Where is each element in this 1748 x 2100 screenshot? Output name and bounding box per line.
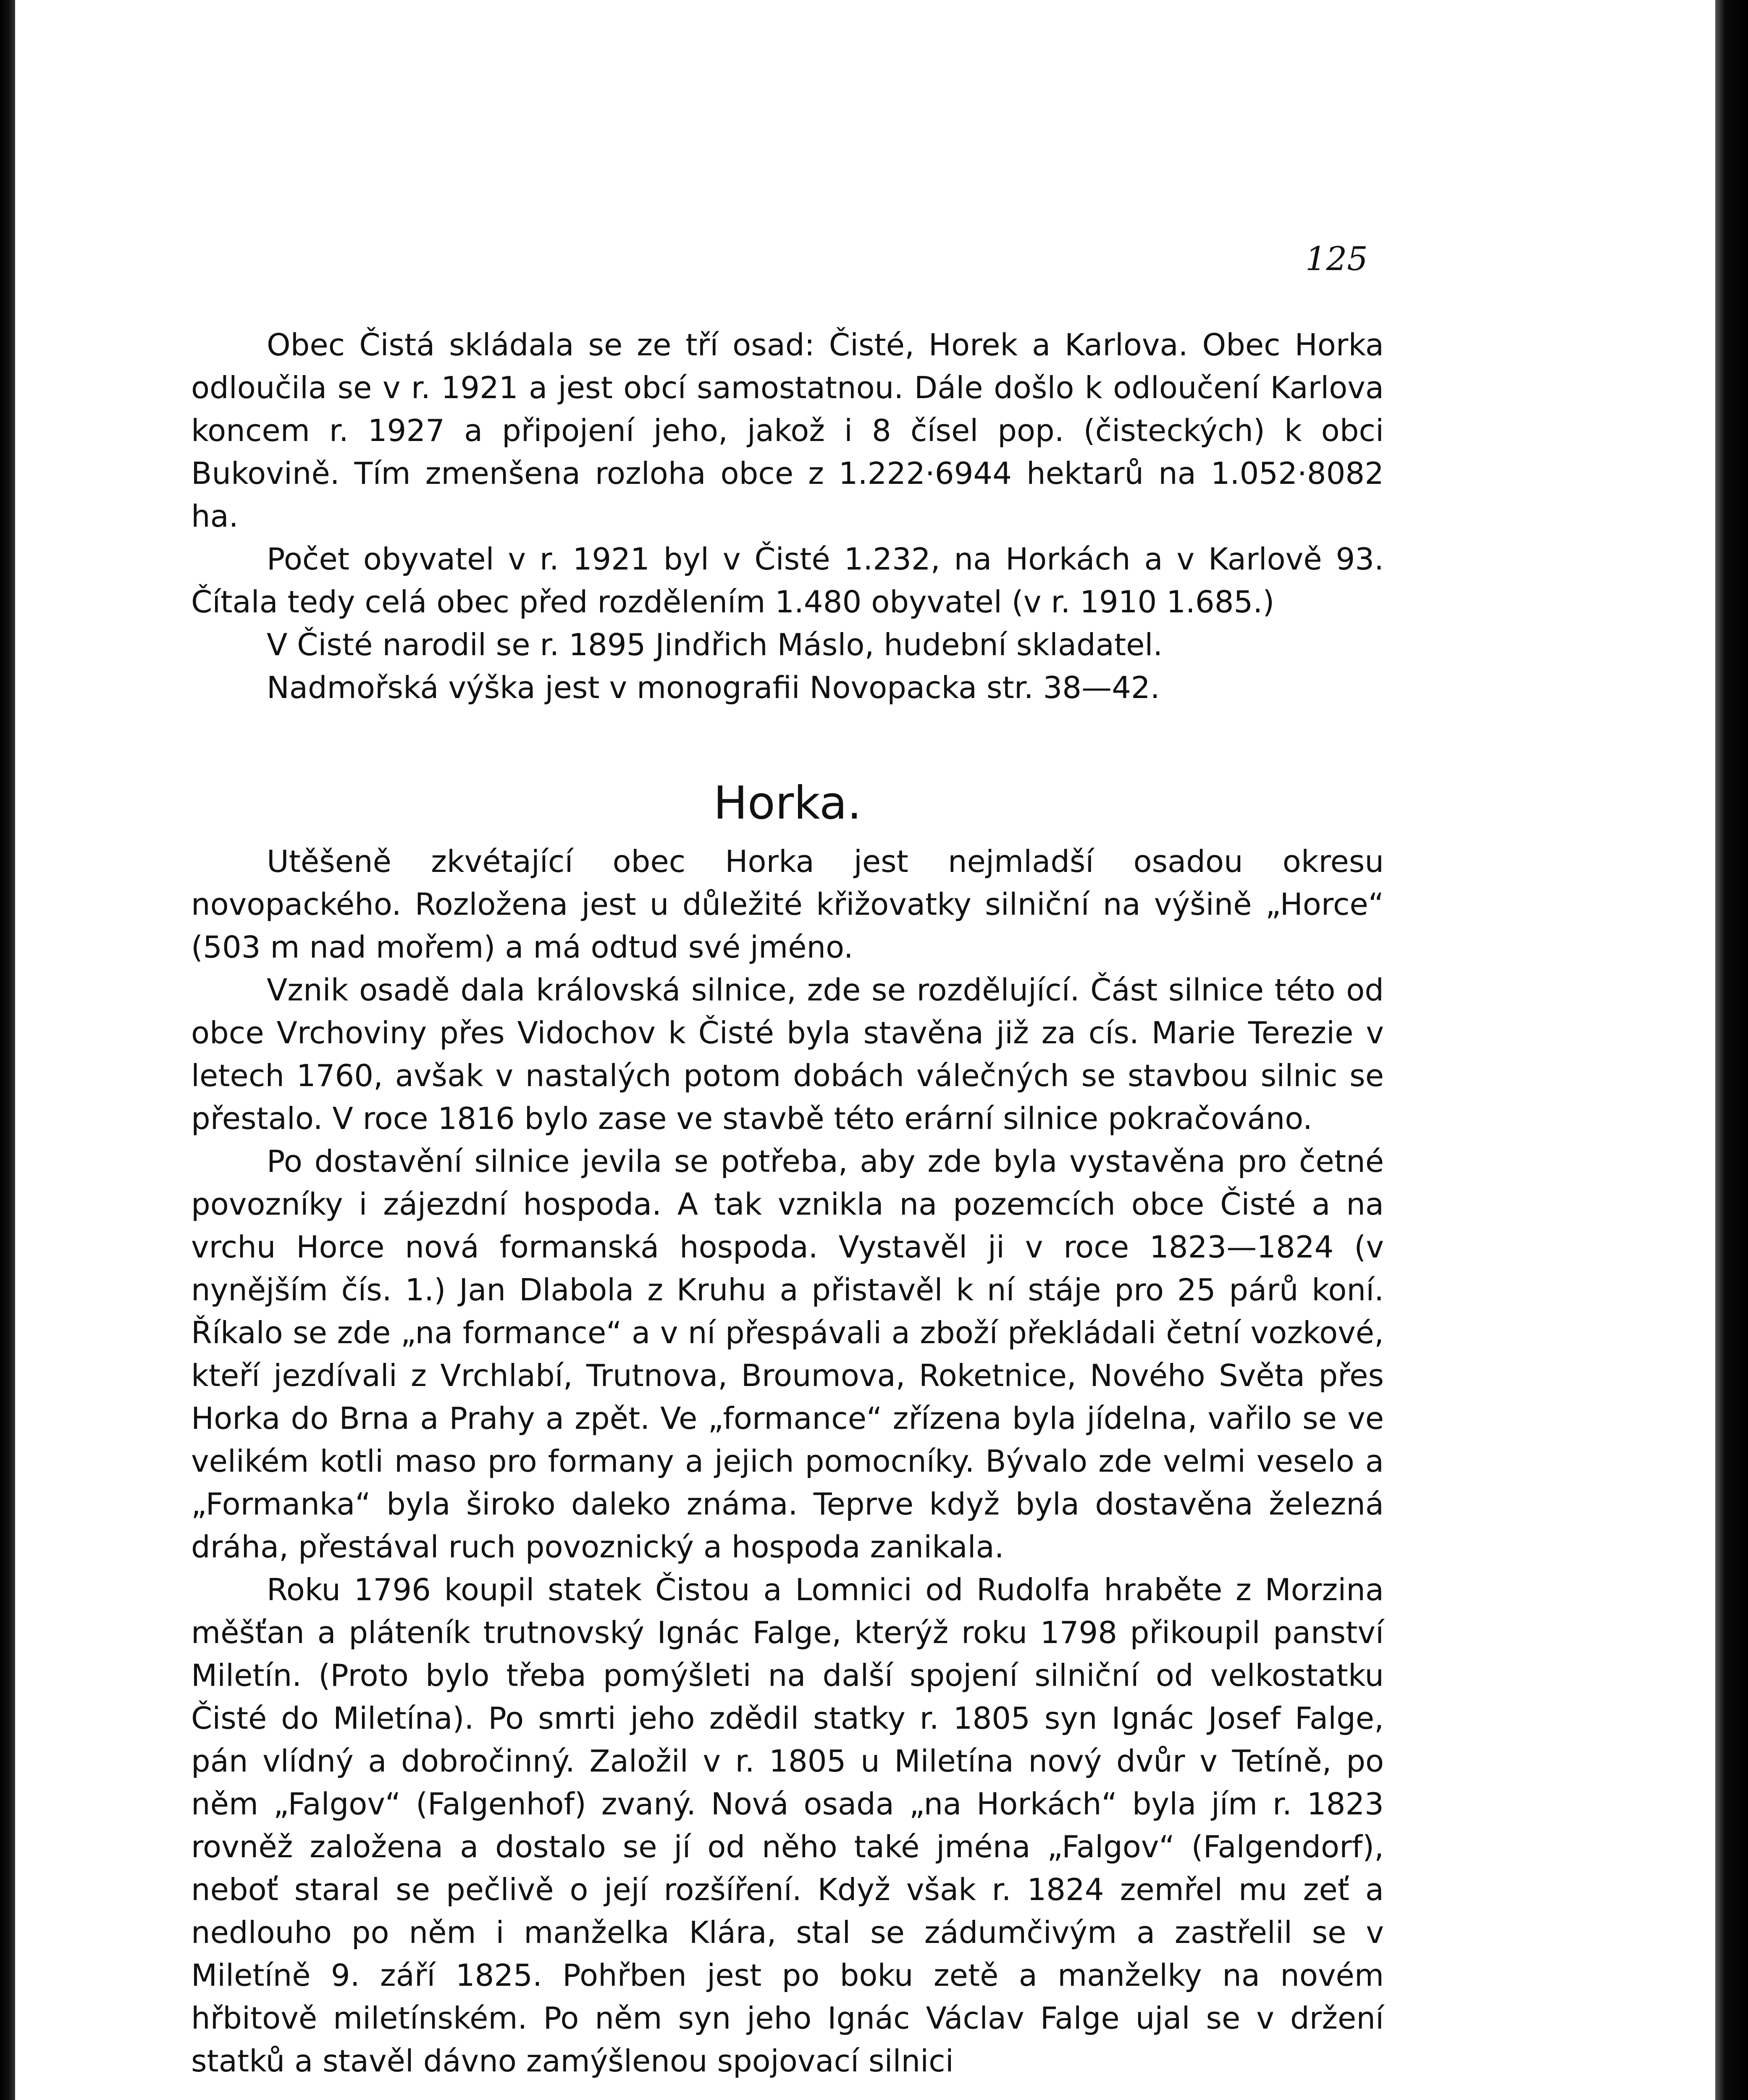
section-heading-horka: Horka. [713,777,862,830]
scan-edge-left [0,0,15,2100]
paragraph-horka-4: Roku 1796 koupil statek Čistou a Lomnici od Rudolfa hraběte z Morzina měšťan a pláteník trutnovský Ignác Falge, kterýž roku 1798 přikoupil panství Miletín. (Proto bylo třeba pomýšleti na další spojení silniční od velkostatku Čisté do Miletína). Po smrti jeho zdědil statky r. 1805 syn Ignác Josef Falge, pán vlídný a dobročinný. Založil v r. 1805 u Miletína nový dvůr v Tetíně, po něm „Falgov“ (Falgenhof) zvaný. Nová osada „na Horkách“ byla jím r. 1823 rovněž založena a dostalo se jí od něho také jména „Falgov“ (Falgendorf), neboť staral se pečlivě o její rozšíření. Když však r. 1824 zemřel mu zeť a nedlouho po něm i manželka Klára, stal se zádumčivým a zastřelil se v Miletíně 9. září 1825. Pohřben jest po boku zetě a manželky na novém hřbitově miletínském. Po něm syn jeho Ignác Václav Falge ujal se v držení statků a stavěl dávno zamýšlenou spojovací silnici [191,1572,1384,2079]
scan-edge-right [1715,0,1748,2100]
paragraph-intro-1: Obec Čistá skládala se ze tří osad: Čisté, Horek a Karlova. Obec Horka odloučila se v r. 1921 a jest obcí samostatnou. Dále došlo k odloučení Karlova koncem r. 1927 a připojení jeho, jakož i 8 čísel pop. (čisteckých) k obci Bukovině. Tím zmenšena rozloha obce z 1.222·6944 hektarů na 1.052·8082 ha. [191,327,1384,534]
paragraph-horka-1: Utěšeně zkvétající obec Horka jest nejmladší osadou okresu novopackého. Rozložena jest u důležité křižovatky silniční na výšině „Horce“ (503 m nad mořem) a má odtud své jméno. [191,844,1384,965]
paragraph-horka-3: Po dostavění silnice jevila se potřeba, aby zde byla vystavěna pro četné povozníky i zájezdní hospoda. A tak vznikla na pozemcích obce Čisté a na vrchu Horce nová formanská hospoda. Vystavěl ji v roce 1823—1824 (v nynějším čís. 1.) Jan Dlabola z Kruhu a přistavěl k ní stáje pro 25 párů koní. Říkalo se zde „na formance“ a v ní přespávali a zboží překládali četní vozkové, kteří jezdívali z Vrchlabí, Trutnova, Broumova, Roketnice, Nového Světa přes Horka do Brna a Prahy a zpět. Ve „formance“ zřízena byla jídelna, vařilo se ve velikém kotli maso pro formany a jejich pomocníky. Bývalo zde velmi veselo a „Formanka“ byla široko daleko známa. Teprve když byla dostavěna železná dráha, přestával ruch povoznický a hospoda zanikala. [191,1144,1384,1564]
paragraph-intro-3: V Čisté narodil se r. 1895 Jindřich Máslo, hudební skladatel. [267,627,1163,662]
page-number: 125 [1305,240,1368,278]
paragraph-intro-2: Počet obyvatel v r. 1921 byl v Čisté 1.232, na Horkách a v Karlově 93. Čítala tedy celá obec před rozdělením 1.480 obyvatel (v r. 1910 1.685.) [191,541,1384,620]
paragraph-intro-4: Nadmořská výška jest v monografii Novopacka str. 38—42. [267,670,1160,705]
paragraph-horka-2: Vznik osadě dala královská silnice, zde se rozdělující. Část silnice této od obce Vrchoviny přes Vidochov k Čisté byla stavěna již za cís. Marie Terezie v letech 1760, avšak v nastalých potom dobách válečných se stavbou silnic se přestalo. V roce 1816 bylo zase ve stavbě této erární silnice pokračováno. [191,972,1384,1136]
body-text [191,323,1384,2082]
